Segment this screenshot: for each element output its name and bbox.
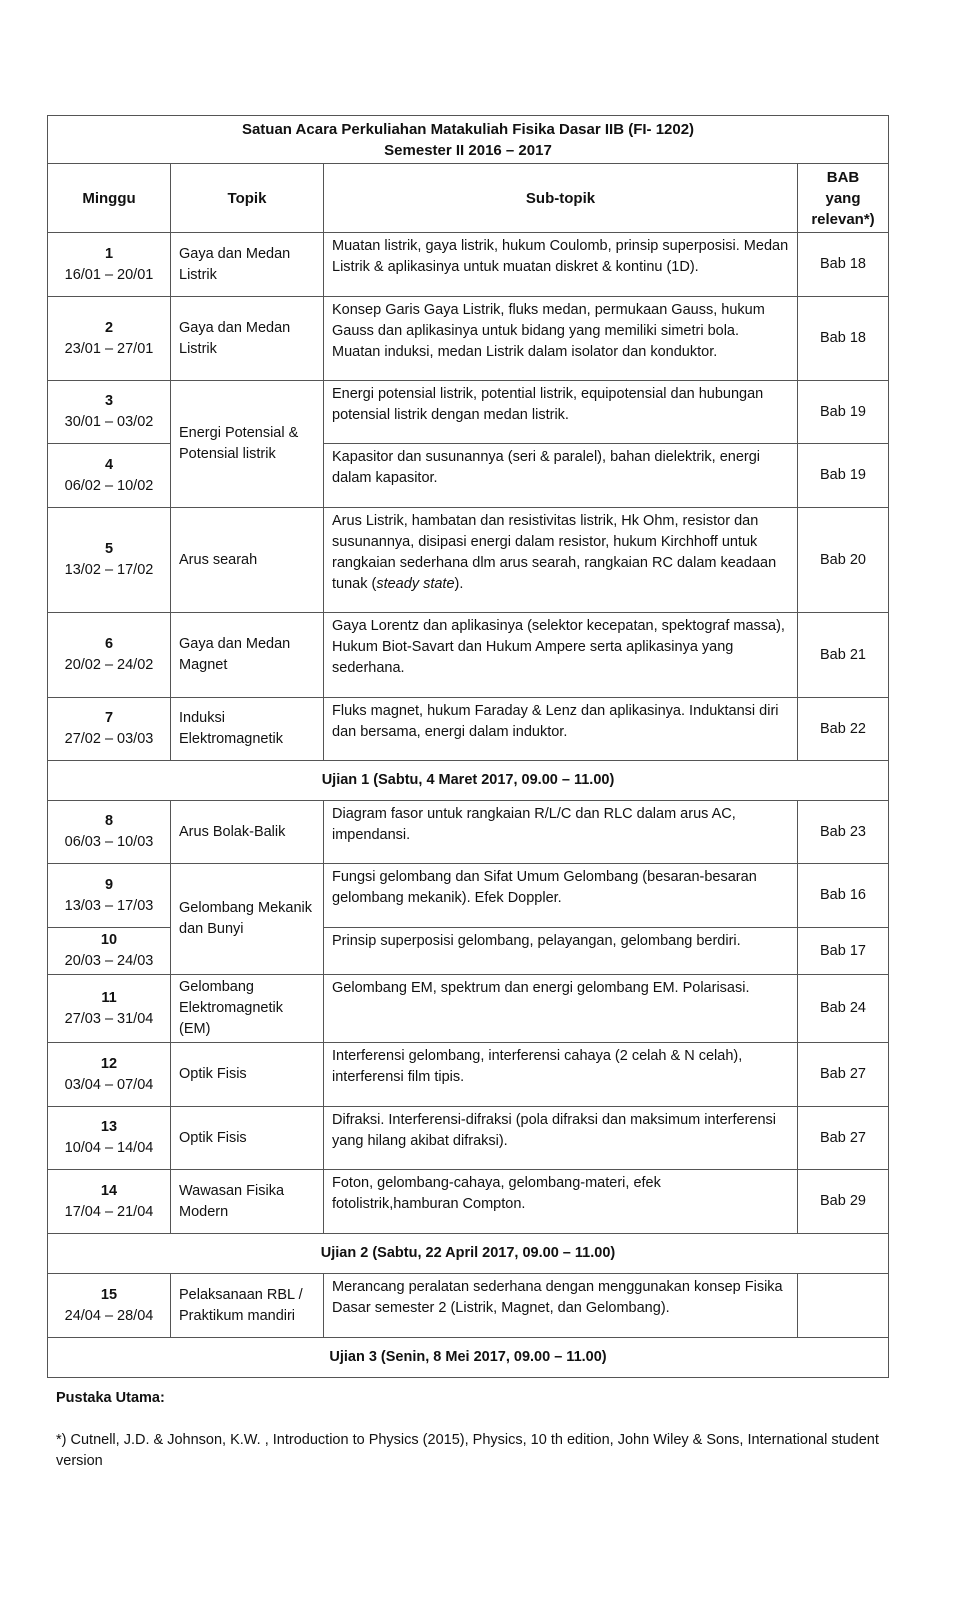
week-number: 10	[100, 932, 118, 948]
table-row	[48, 864, 889, 928]
week-dates: 20/02 – 24/02	[64, 657, 154, 673]
subtopik-cell	[324, 233, 798, 297]
title-line-1: Satuan Acara Perkuliahan Matakuliah Fisika Dasar IIB (FI- 1202)	[241, 121, 695, 138]
subtopik-cell	[324, 444, 798, 508]
header-minggu: Minggu	[48, 164, 171, 233]
exam-label: Ujian 3 (Senin, 8 Mei 2017, 09.00 – 11.00)	[48, 1338, 889, 1378]
subtopik-text: Prinsip superposisi gelombang, pelayangan, gelombang berdiri.	[332, 933, 741, 949]
subtopik-cell	[324, 1274, 798, 1338]
subtopik-text: Fluks magnet, hukum Faraday & Lenz dan aplikasinya. Induktansi diri dan bersama, energi dalam induktor.	[332, 703, 779, 740]
subtopik-cell	[324, 975, 798, 1043]
week-dates: 27/02 – 03/03	[64, 731, 154, 747]
bab-cell: Bab 23	[798, 801, 889, 864]
subtopik-text: Fungsi gelombang dan Sifat Umum Gelombang (besaran-besaran gelombang mekanik). Efek Doppler.	[332, 869, 757, 906]
header-bab-line: relevan*)	[811, 210, 875, 228]
table-row	[48, 1043, 889, 1107]
week-dates: 03/04 – 07/04	[64, 1076, 154, 1093]
exam-label: Ujian 2 (Sabtu, 22 April 2017, 09.00 – 11.00)	[48, 1234, 889, 1274]
week-number: 15	[100, 1286, 118, 1303]
topik-cell: Energi Potensial & Potensial listrik	[171, 381, 324, 508]
header-bab	[798, 164, 889, 233]
bab-cell: Bab 18	[798, 297, 889, 381]
bab-cell: Bab 19	[798, 381, 889, 444]
subtopik-italic: steady state	[376, 576, 455, 592]
bab-cell: Bab 27	[798, 1043, 889, 1107]
subtopik-text: Kapasitor dan susunannya (seri & paralel), bahan dielektrik, energi dalam kapasitor.	[332, 449, 760, 486]
week-cell	[48, 698, 171, 761]
subtopik-text: Muatan listrik, gaya listrik, hukum Coulomb, prinsip superposisi. Medan Listrik & aplikasinya untuk muatan diskret & kontinu (1D).	[332, 238, 789, 275]
subtopik-text: Gelombang EM, spektrum dan energi gelombang EM. Polarisasi.	[332, 980, 750, 996]
subtopik-text: Energi potensial listrik, potential listrik, equipotensial dan hubungan potensial listrik dengan medan listrik.	[332, 386, 764, 423]
syllabus-table	[47, 115, 889, 1378]
week-dates: 23/01 – 27/01	[64, 340, 154, 357]
table-row	[48, 801, 889, 864]
week-cell	[48, 801, 171, 864]
week-cell	[48, 975, 171, 1043]
subtopik-text: Diagram fasor untuk rangkaian R/L/C dan RLC dalam arus AC, impendansi.	[332, 806, 736, 843]
week-number: 14	[100, 1182, 118, 1199]
subtopik-cell	[324, 297, 798, 381]
table-title	[48, 116, 889, 164]
topik-cell: Arus Bolak-Balik	[171, 801, 324, 864]
bab-cell: Bab 21	[798, 613, 889, 698]
subtopik-text: Foton, gelombang-cahaya, gelombang-materi, efek fotolistrik,hamburan Compton.	[332, 1175, 661, 1212]
subtopik-cell	[324, 1107, 798, 1170]
week-number: 13	[100, 1119, 118, 1135]
week-cell	[48, 381, 171, 444]
week-number: 2	[104, 319, 114, 336]
subtopik-suffix: ).	[454, 576, 464, 592]
week-number: 4	[104, 456, 114, 473]
week-cell	[48, 613, 171, 698]
title-line-2: Semester II 2016 – 2017	[384, 142, 552, 159]
topik-cell: Arus searah	[171, 508, 324, 613]
subtopik-cell	[324, 508, 798, 613]
week-number: 6	[104, 636, 114, 652]
exam-row	[48, 1338, 889, 1378]
table-row	[48, 613, 889, 698]
week-cell	[48, 297, 171, 381]
week-number: 5	[104, 541, 114, 557]
week-dates: 24/04 – 28/04	[64, 1307, 154, 1324]
week-dates: 13/02 – 17/02	[64, 562, 154, 578]
week-cell	[48, 508, 171, 613]
subtopik-text: Difraksi. Interferensi-difraksi (pola difraksi dan maksimum interferensi yang hilang akibat difraksi).	[332, 1112, 777, 1149]
subtopik-cell	[324, 381, 798, 444]
week-number: 12	[100, 1055, 118, 1072]
week-cell	[48, 444, 171, 508]
subtopik-text: Gaya Lorentz dan aplikasinya (selektor kecepatan, spektograf massa), Hukum Biot-Savart dan Hukum Ampere serta aplikasinya yang sederhana.	[332, 618, 785, 676]
bab-cell: Bab 17	[798, 928, 889, 975]
subtopik-text: Interferensi gelombang, interferensi cahaya (2 celah & N celah), interferensi film tipis.	[332, 1048, 743, 1085]
week-dates: 10/04 – 14/04	[64, 1140, 154, 1156]
header-bab-line: yang	[825, 189, 861, 207]
exam-label: Ujian 1 (Sabtu, 4 Maret 2017, 09.00 – 11.00)	[48, 761, 889, 801]
week-cell	[48, 864, 171, 928]
subtopik-text: Merancang peralatan sederhana dengan menggunakan konsep Fisika Dasar semester 2 (Listrik, Magnet, dan Gelombang).	[332, 1279, 783, 1316]
bab-cell	[798, 1274, 889, 1338]
header-subtopik: Sub-topik	[324, 164, 798, 233]
week-dates: 27/03 – 31/04	[64, 1010, 154, 1027]
table-row	[48, 1107, 889, 1170]
subtopik-text: Konsep Garis Gaya Listrik, fluks medan, permukaan Gauss, hukum Gauss dan aplikasinya untuk bidang yang memiliki simetri bola. Muatan induksi, medan Listrik dalam isolator dan konduktor.	[332, 302, 765, 360]
bab-cell: Bab 19	[798, 444, 889, 508]
bab-cell: Bab 16	[798, 864, 889, 928]
week-number: 3	[104, 393, 114, 409]
week-cell	[48, 233, 171, 297]
table-row	[48, 381, 889, 444]
week-number: 1	[104, 245, 114, 262]
topik-cell: Pelaksanaan RBL / Praktikum mandiri	[171, 1274, 324, 1338]
week-cell	[48, 1170, 171, 1234]
subtopik-cell	[324, 864, 798, 928]
bab-cell: Bab 18	[798, 233, 889, 297]
topik-cell: Induksi Elektromagnetik	[171, 698, 324, 761]
week-cell	[48, 1107, 171, 1170]
subtopik-text: Arus Listrik, hambatan dan resistivitas listrik, Hk Ohm, resistor dan susunannya, disipasi energi dalam resistor, hukum Kirchhoff untuk rangkaian sederhana dlm arus searah, rangkaian RC dalam keadaan tunak (	[332, 513, 777, 592]
header-bab-line: BAB	[826, 168, 860, 186]
table-row	[48, 1170, 889, 1234]
reference-text: *) Cutnell, J.D. & Johnson, K.W. , Introduction to Physics (2015), Physics, 10 th edition, John Wiley & Sons, International student version	[56, 1432, 879, 1469]
bab-cell: Bab 24	[798, 975, 889, 1043]
bab-cell: Bab 29	[798, 1170, 889, 1234]
exam-row	[48, 761, 889, 801]
week-cell	[48, 928, 171, 975]
bab-cell: Bab 20	[798, 508, 889, 613]
table-row	[48, 698, 889, 761]
subtopik-cell	[324, 928, 798, 975]
week-dates: 06/02 – 10/02	[64, 477, 154, 494]
header-topik: Topik	[171, 164, 324, 233]
table-row	[48, 297, 889, 381]
table-row	[48, 975, 889, 1043]
week-number: 8	[104, 813, 114, 829]
bab-cell: Bab 22	[798, 698, 889, 761]
bab-cell: Bab 27	[798, 1107, 889, 1170]
pustaka-label: Pustaka Utama:	[56, 1390, 165, 1406]
topik-cell: Optik Fisis	[171, 1043, 324, 1107]
week-number: 9	[104, 876, 114, 893]
topik-cell: Gaya dan Medan Listrik	[171, 297, 324, 381]
topik-cell: Gelombang Mekanik dan Bunyi	[171, 864, 324, 975]
subtopik-cell	[324, 801, 798, 864]
table-row	[48, 508, 889, 613]
week-dates: 16/01 – 20/01	[64, 266, 154, 283]
header-row	[48, 164, 889, 233]
week-dates: 30/01 – 03/02	[64, 414, 154, 430]
topik-cell: Wawasan Fisika Modern	[171, 1170, 324, 1234]
week-dates: 13/03 – 17/03	[64, 897, 154, 914]
week-cell	[48, 1274, 171, 1338]
week-number: 11	[101, 989, 117, 1006]
topik-cell: Optik Fisis	[171, 1107, 324, 1170]
week-dates: 20/03 – 24/03	[64, 953, 154, 969]
table-row	[48, 233, 889, 297]
topik-cell: Gelombang Elektromagnetik (EM)	[171, 975, 324, 1043]
week-number: 7	[104, 710, 114, 726]
week-cell	[48, 1043, 171, 1107]
topik-cell: Gaya dan Medan Magnet	[171, 613, 324, 698]
topik-cell: Gaya dan Medan Listrik	[171, 233, 324, 297]
exam-row	[48, 1234, 889, 1274]
week-dates: 06/03 – 10/03	[64, 834, 154, 850]
subtopik-cell	[324, 1170, 798, 1234]
table-row	[48, 1274, 889, 1338]
subtopik-cell	[324, 698, 798, 761]
subtopik-cell	[324, 1043, 798, 1107]
subtopik-cell	[324, 613, 798, 698]
week-dates: 17/04 – 21/04	[64, 1203, 154, 1220]
